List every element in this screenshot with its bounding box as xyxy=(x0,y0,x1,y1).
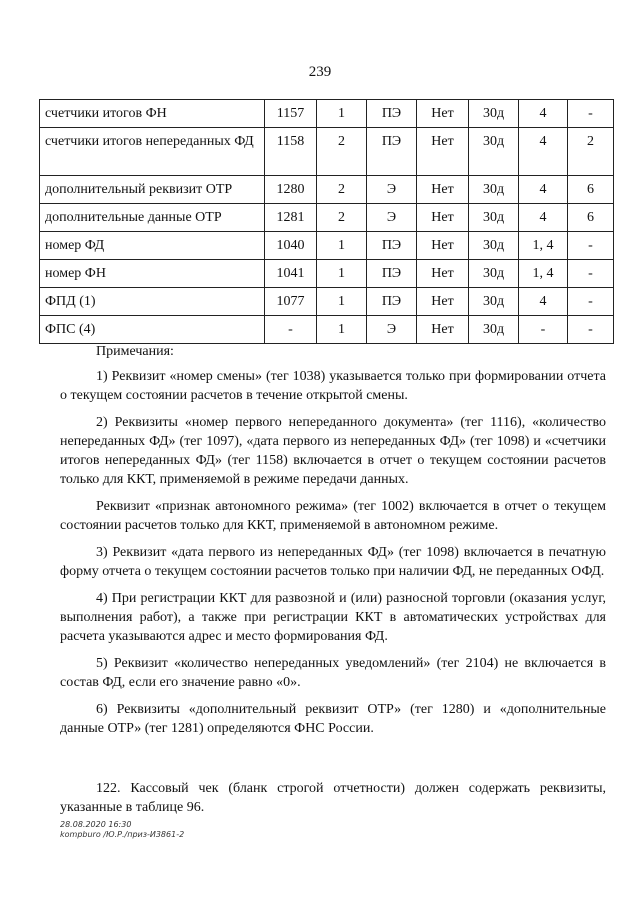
table-cell: - xyxy=(519,316,568,344)
requisite-name-cell: дополнительные данные ОТР xyxy=(40,204,265,232)
table-row xyxy=(40,260,614,288)
table-cell: ПЭ xyxy=(367,288,417,316)
table-cell: 6 xyxy=(568,176,614,204)
note-item: Реквизит «признак автономного режима» (тег 1002) включается в отчет о текущем состоянии расчетов только для ККТ, применяемой в автономном режиме. xyxy=(60,499,606,533)
stamp-ref: kompburo /Ю.Р./приз-И3861-2 xyxy=(60,830,185,839)
requisite-name-cell: номер ФД xyxy=(40,232,265,260)
table-cell: Нет xyxy=(417,204,469,232)
notes-heading: Примечания: xyxy=(96,344,174,359)
stamp-date: 28.08.2020 16:30 xyxy=(60,820,132,829)
table-cell: 30д xyxy=(469,288,519,316)
table-cell: 30д xyxy=(469,176,519,204)
table-cell: 1 xyxy=(317,316,367,344)
table-cell: 4 xyxy=(519,100,568,128)
table-cell: 1157 xyxy=(265,100,317,128)
requisite-name-cell: номер ФН xyxy=(40,260,265,288)
note-item: 1) Реквизит «номер смены» (тег 1038) указывается только при формировании отчета о текущем состоянии расчетов в течение открытой смены. xyxy=(60,369,606,403)
table-cell: 1 xyxy=(317,100,367,128)
table-cell: Нет xyxy=(417,316,469,344)
table-row xyxy=(40,288,614,316)
table-cell: Нет xyxy=(417,128,469,176)
table-cell: 30д xyxy=(469,128,519,176)
table-row xyxy=(40,176,614,204)
table-cell: Нет xyxy=(417,100,469,128)
table-cell: Э xyxy=(367,204,417,232)
page-number: 239 xyxy=(308,64,332,80)
requisite-name-cell: дополнительный реквизит ОТР xyxy=(40,176,265,204)
table-cell: 4 xyxy=(519,176,568,204)
notes-section xyxy=(60,342,606,746)
table-cell: Нет xyxy=(417,260,469,288)
table-row xyxy=(40,128,614,176)
table-cell: ПЭ xyxy=(367,260,417,288)
table-cell: Э xyxy=(367,316,417,344)
table-cell: 2 xyxy=(317,204,367,232)
table-cell: Нет xyxy=(417,288,469,316)
table-cell: 4 xyxy=(519,288,568,316)
requisite-name-cell: счетчики итогов непереданных ФД xyxy=(40,128,265,176)
table-cell: - xyxy=(568,260,614,288)
table-cell: 1280 xyxy=(265,176,317,204)
table-cell: 1077 xyxy=(265,288,317,316)
table-cell: ПЭ xyxy=(367,128,417,176)
table-cell: 30д xyxy=(469,100,519,128)
table-cell: - xyxy=(568,232,614,260)
table-cell: 30д xyxy=(469,232,519,260)
note-item: 5) Реквизит «количество непереданных уведомлений» (тег 2104) не включается в состав ФД, если его значение равно «0». xyxy=(60,656,606,690)
table-cell: 1158 xyxy=(265,128,317,176)
table-cell: 1, 4 xyxy=(519,232,568,260)
table-cell: Э xyxy=(367,176,417,204)
table-row xyxy=(40,204,614,232)
table-cell: 30д xyxy=(469,204,519,232)
table-cell: 1, 4 xyxy=(519,260,568,288)
table-cell: 6 xyxy=(568,204,614,232)
table-cell: - xyxy=(265,316,317,344)
table-row xyxy=(40,232,614,260)
table-cell: - xyxy=(568,316,614,344)
note-item: 3) Реквизит «дата первого из непереданных ФД» (тег 1098) включается в печатную форму отчета о текущем состоянии расчетов только при наличии ФД, не переданных ОФД. xyxy=(60,545,606,579)
table-cell: 1041 xyxy=(265,260,317,288)
note-item: 4) При регистрации ККТ для развозной и (или) разносной торговли (оказания услуг, выполнения работ), а также при регистрации ККТ в автоматических устройствах для расчета указываются адрес и место формирования ФД. xyxy=(60,591,606,644)
table-cell: 2 xyxy=(568,128,614,176)
table-cell: 30д xyxy=(469,260,519,288)
requisite-name-cell: счетчики итогов ФН xyxy=(40,100,265,128)
table-cell: ПЭ xyxy=(367,100,417,128)
table-body xyxy=(40,100,614,344)
table-cell: 1 xyxy=(317,260,367,288)
requisite-name-cell: ФПД (1) xyxy=(40,288,265,316)
table-cell: 1040 xyxy=(265,232,317,260)
requisite-name-cell: ФПС (4) xyxy=(40,316,265,344)
note-item: 6) Реквизиты «дополнительный реквизит ОТР» (тег 1280) и «дополнительные данные ОТР» (тег 1281) определяются ФНС России. xyxy=(60,702,606,736)
table-cell: 30д xyxy=(469,316,519,344)
table-cell: ПЭ xyxy=(367,232,417,260)
table-cell: - xyxy=(568,100,614,128)
table-cell: 1281 xyxy=(265,204,317,232)
note-item: 2) Реквизиты «номер первого непереданного документа» (тег 1116), «количество непереданных ФД» (тег 1097), «дата первого из непереданных ФД» (тег 1098) и «счетчики итогов непереданных ФД» (тег 1158) включается в отчет о текущем состоянии расчетов только для ККТ, применяемой в режиме передачи данных. xyxy=(60,415,606,487)
table-cell: 4 xyxy=(519,204,568,232)
table-cell: 2 xyxy=(317,128,367,176)
table-cell: 1 xyxy=(317,232,367,260)
table-cell: 1 xyxy=(317,288,367,316)
document-stamp xyxy=(60,820,184,840)
clause-122: 122. Кассовый чек (бланк строгой отчетности) должен содержать реквизиты, указанные в таблице 96. xyxy=(60,781,606,815)
table-cell: Нет xyxy=(417,232,469,260)
table-cell: 4 xyxy=(519,128,568,176)
table-row xyxy=(40,316,614,344)
table-row xyxy=(40,100,614,128)
table-cell: Нет xyxy=(417,176,469,204)
table-cell: - xyxy=(568,288,614,316)
table-cell: 2 xyxy=(317,176,367,204)
requisites-table xyxy=(39,99,614,344)
